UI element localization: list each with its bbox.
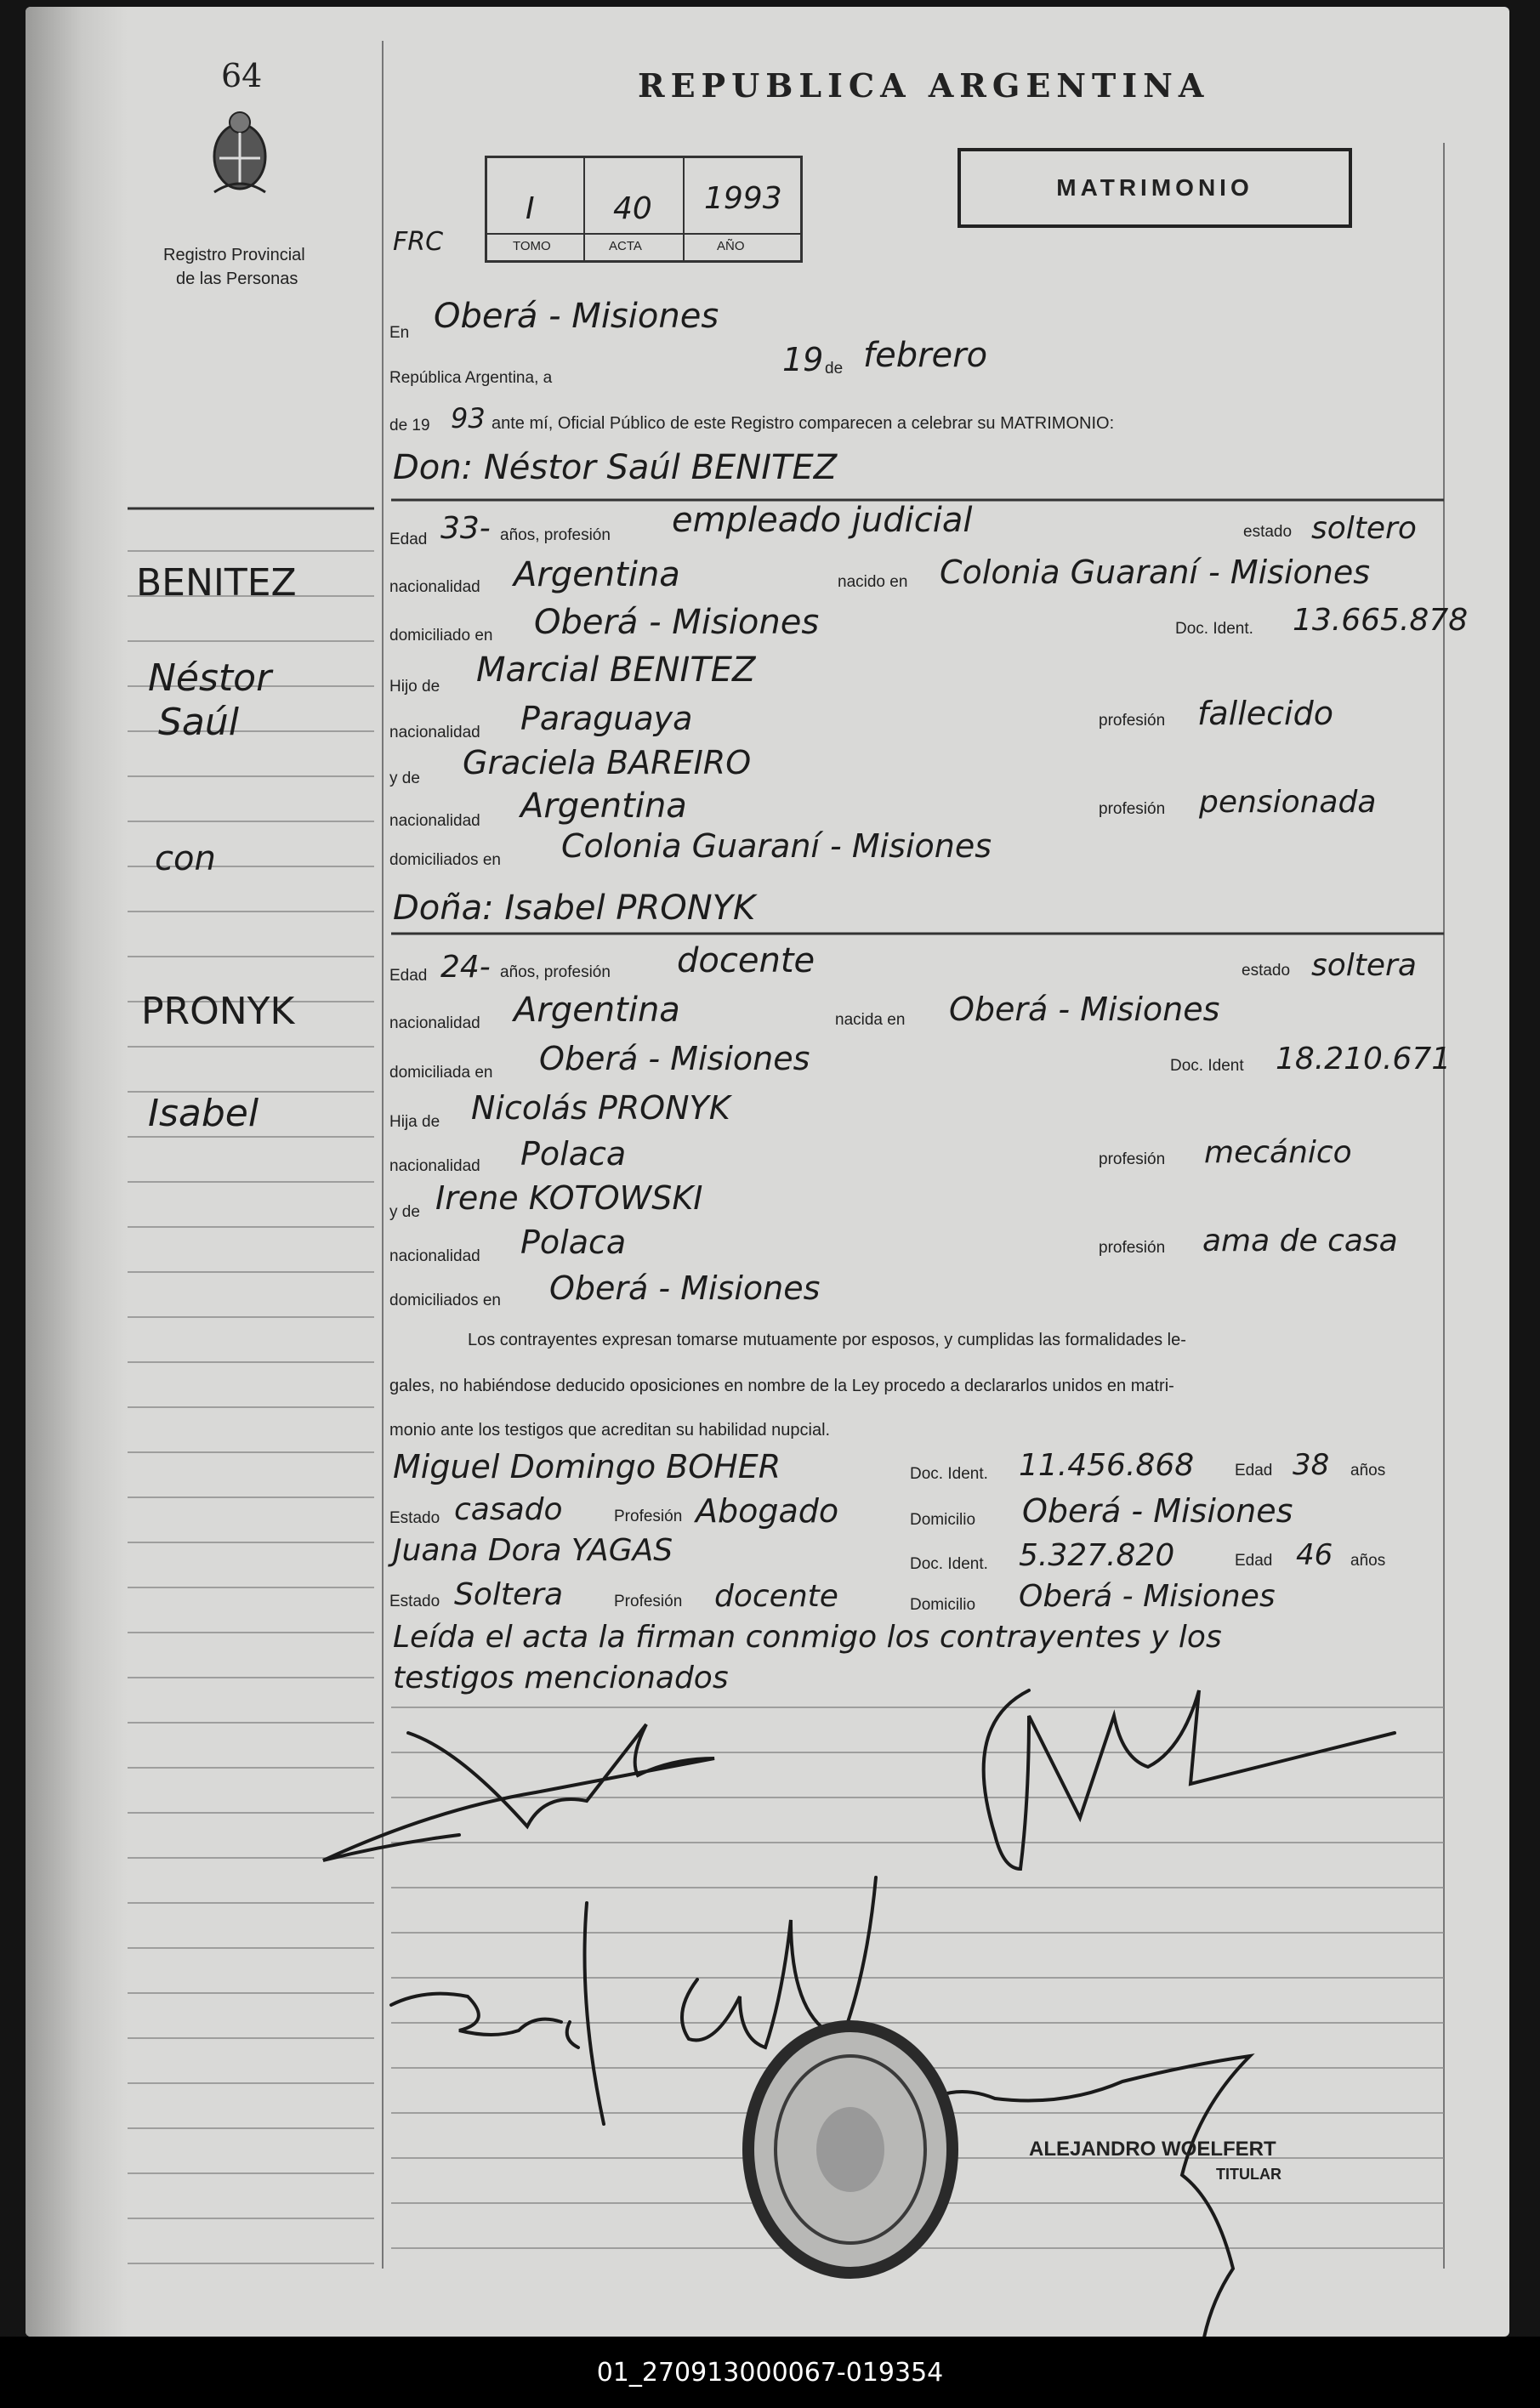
- groom-anos-label: años, profesión: [500, 526, 611, 544]
- witness1-profesion-label: Profesión: [614, 1508, 683, 1525]
- witness2-domicilio-label: Domicilio: [910, 1596, 976, 1614]
- groom-padre-nac-label: nacionalidad: [389, 724, 480, 741]
- bride-title: Doña: Isabel PRONYK: [393, 889, 756, 928]
- groom-title: Don: Néstor Saúl BENITEZ: [393, 448, 838, 487]
- groom-profesion: empleado judicial: [672, 501, 973, 540]
- bride-madre: Irene KOTOWSKI: [435, 1179, 703, 1217]
- witness2-doc: 5.327.820: [1019, 1538, 1175, 1573]
- signatures-and-stamp: [26, 7, 1509, 2337]
- groom-padres-dom-label: domiciliados en: [389, 851, 501, 869]
- bride-madre-nac-label: nacionalidad: [389, 1247, 480, 1265]
- margin-bride-given: Isabel: [148, 1092, 259, 1135]
- page-number: 64: [221, 57, 263, 94]
- intro-statement: ante mí, Oficial Público de este Registro comparecen a celebrar su MATRIMONIO:: [492, 414, 1115, 433]
- closing-line-1: Leída el acta la firman conmigo los contrayentes y los: [393, 1620, 1222, 1655]
- year-suffix: 93: [451, 402, 486, 434]
- bride-madre-prof-label: profesión: [1099, 1239, 1166, 1257]
- bride-edad-label: Edad: [389, 967, 428, 985]
- officer-title: TITULAR: [1216, 2166, 1281, 2183]
- witness1-edad-label: Edad: [1235, 1462, 1273, 1479]
- witness2-anos-label: años: [1350, 1552, 1386, 1570]
- witness2-estado-label: Estado: [389, 1593, 440, 1610]
- groom-doc: 13.665.878: [1293, 603, 1469, 638]
- day-value: 19: [782, 341, 824, 378]
- official-stamp: [748, 2026, 952, 2273]
- groom-padre: Marcial BENITEZ: [476, 650, 756, 690]
- bride-padre-prof-label: profesión: [1099, 1150, 1166, 1168]
- bride-padres-dom: Oberá - Misiones: [549, 1269, 821, 1307]
- registry-line-2: de las Personas: [176, 270, 298, 288]
- bride-padre-prof: mecánico: [1204, 1135, 1352, 1170]
- groom-estado-label: estado: [1243, 523, 1293, 541]
- groom-hijo-label: Hijo de: [389, 678, 440, 696]
- tomo-label: TOMO: [513, 239, 551, 253]
- groom-madre-nac-label: nacionalidad: [389, 812, 480, 830]
- bride-estado-label: estado: [1242, 962, 1291, 980]
- officer-name: ALEJANDRO WOELFERT: [1029, 2138, 1276, 2161]
- witness2-domicilio: Oberá - Misiones: [1019, 1579, 1276, 1614]
- acta-value: 40: [613, 191, 652, 226]
- margin-bride-surname: PRONYK: [141, 990, 295, 1033]
- bride-dom-label: domiciliada en: [389, 1064, 493, 1082]
- witness1-edad: 38: [1293, 1448, 1330, 1482]
- bride-edad: 24-: [440, 950, 491, 985]
- witness2-profesion: docente: [714, 1579, 838, 1614]
- anio-value: 1993: [704, 181, 782, 216]
- bride-hija-label: Hija de: [389, 1113, 440, 1131]
- groom-nac-label: nacionalidad: [389, 578, 480, 596]
- witness1-anos-label: años: [1350, 1462, 1386, 1479]
- bride-nac: Argentina: [514, 991, 680, 1030]
- groom-padre-nac: Paraguaya: [520, 700, 693, 737]
- groom-dom-label: domiciliado en: [389, 627, 493, 645]
- declaration-line-1: Los contrayentes expresan tomarse mutuamente por esposos, y cumplidas las formalidades le-: [468, 1331, 1186, 1349]
- footer-caption: 01_270913000067-019354: [0, 2337, 1540, 2408]
- groom-nacido: Colonia Guaraní - Misiones: [940, 554, 1371, 591]
- witness2-profesion-label: Profesión: [614, 1593, 683, 1610]
- groom-madre-prof: pensionada: [1199, 785, 1377, 820]
- witness2-name: Juana Dora YAGAS: [393, 1533, 673, 1568]
- year-prefix: de 19: [389, 417, 430, 434]
- groom-edad: 33-: [440, 511, 491, 546]
- bride-padre: Nicolás PRONYK: [471, 1089, 730, 1127]
- bride-anos-label: años, profesión: [500, 963, 611, 981]
- groom-padres-dom: Colonia Guaraní - Misiones: [561, 827, 992, 865]
- frc-label: FRC: [393, 227, 444, 257]
- bride-madre-nac: Polaca: [520, 1224, 627, 1261]
- register-page: [26, 7, 1509, 2337]
- bride-yde-label: y de: [389, 1203, 420, 1221]
- margin-groom-given-1: Néstor: [148, 656, 272, 700]
- country-title: REPUBLICA ARGENTINA: [638, 66, 1210, 105]
- witness1-doc-label: Doc. Ident.: [910, 1465, 988, 1483]
- groom-padre-prof: fallecido: [1197, 695, 1333, 732]
- groom-nacido-label: nacido en: [838, 573, 908, 591]
- acta-label: ACTA: [609, 239, 642, 253]
- bride-estado: soltera: [1311, 948, 1417, 983]
- bride-nacida-label: nacida en: [835, 1011, 906, 1029]
- document-type: MATRIMONIO: [1056, 174, 1253, 201]
- republica-label: República Argentina, a: [389, 369, 553, 387]
- witness2-doc-label: Doc. Ident.: [910, 1555, 988, 1573]
- witness1-name: Miguel Domingo BOHER: [393, 1448, 781, 1485]
- en-label: En: [389, 324, 410, 342]
- registry-line-1: Registro Provincial: [163, 246, 305, 264]
- margin-groom-given-2: Saúl: [158, 701, 240, 744]
- margin-groom-surname: BENITEZ: [136, 561, 297, 605]
- bride-padre-nac: Polaca: [520, 1135, 627, 1173]
- groom-madre-prof-label: profesión: [1099, 800, 1166, 818]
- declaration-line-2: gales, no habiéndose deducido oposiciones en nombre de la Ley procedo a declararlos unidos en matri-: [389, 1377, 1174, 1395]
- witness2-edad-label: Edad: [1235, 1552, 1273, 1570]
- bride-signature: [984, 1690, 1395, 1869]
- groom-padre-prof-label: profesión: [1099, 712, 1166, 730]
- bride-profesion: docente: [677, 941, 815, 980]
- closing-line-2: testigos mencionados: [393, 1661, 729, 1695]
- place-value: Oberá - Misiones: [434, 297, 719, 336]
- tomo-value: I: [526, 191, 535, 226]
- groom-estado: soltero: [1311, 511, 1417, 546]
- groom-edad-label: Edad: [389, 531, 428, 548]
- margin-con: con: [155, 839, 216, 878]
- bride-padres-dom-label: domiciliados en: [389, 1292, 501, 1309]
- witness1-estado: casado: [454, 1492, 563, 1527]
- bride-nac-label: nacionalidad: [389, 1014, 480, 1032]
- groom-madre-nac: Argentina: [520, 787, 687, 826]
- declaration-line-3: monio ante los testigos que acreditan su habilidad nupcial.: [389, 1421, 831, 1440]
- witness1-estado-label: Estado: [389, 1509, 440, 1527]
- groom-doc-label: Doc. Ident.: [1175, 620, 1253, 638]
- anio-label: AÑO: [717, 239, 745, 253]
- bride-doc-label: Doc. Ident: [1170, 1057, 1244, 1075]
- witness1-profesion: Abogado: [696, 1492, 839, 1530]
- witness1-domicilio-label: Domicilio: [910, 1511, 976, 1529]
- bride-padre-nac-label: nacionalidad: [389, 1157, 480, 1175]
- groom-dom: Oberá - Misiones: [534, 603, 820, 642]
- bride-doc: 18.210.671: [1276, 1042, 1452, 1076]
- witness2-edad: 46: [1296, 1538, 1333, 1572]
- witness1-doc: 11.456.868: [1019, 1448, 1195, 1483]
- groom-madre: Graciela BAREIRO: [463, 744, 752, 781]
- groom-yde-label: y de: [389, 770, 420, 787]
- de-label: de: [825, 360, 844, 378]
- witness1-domicilio: Oberá - Misiones: [1022, 1492, 1293, 1530]
- bride-dom: Oberá - Misiones: [539, 1040, 810, 1077]
- witness2-estado: Soltera: [454, 1577, 564, 1612]
- month-value: febrero: [863, 336, 988, 375]
- groom-signature: [323, 1724, 714, 1860]
- groom-nac: Argentina: [514, 555, 680, 594]
- officer-signature: [918, 2056, 1250, 2337]
- bride-madre-prof: ama de casa: [1202, 1224, 1398, 1258]
- witness1-signature: [391, 1903, 604, 2124]
- bride-nacida: Oberá - Misiones: [949, 991, 1220, 1028]
